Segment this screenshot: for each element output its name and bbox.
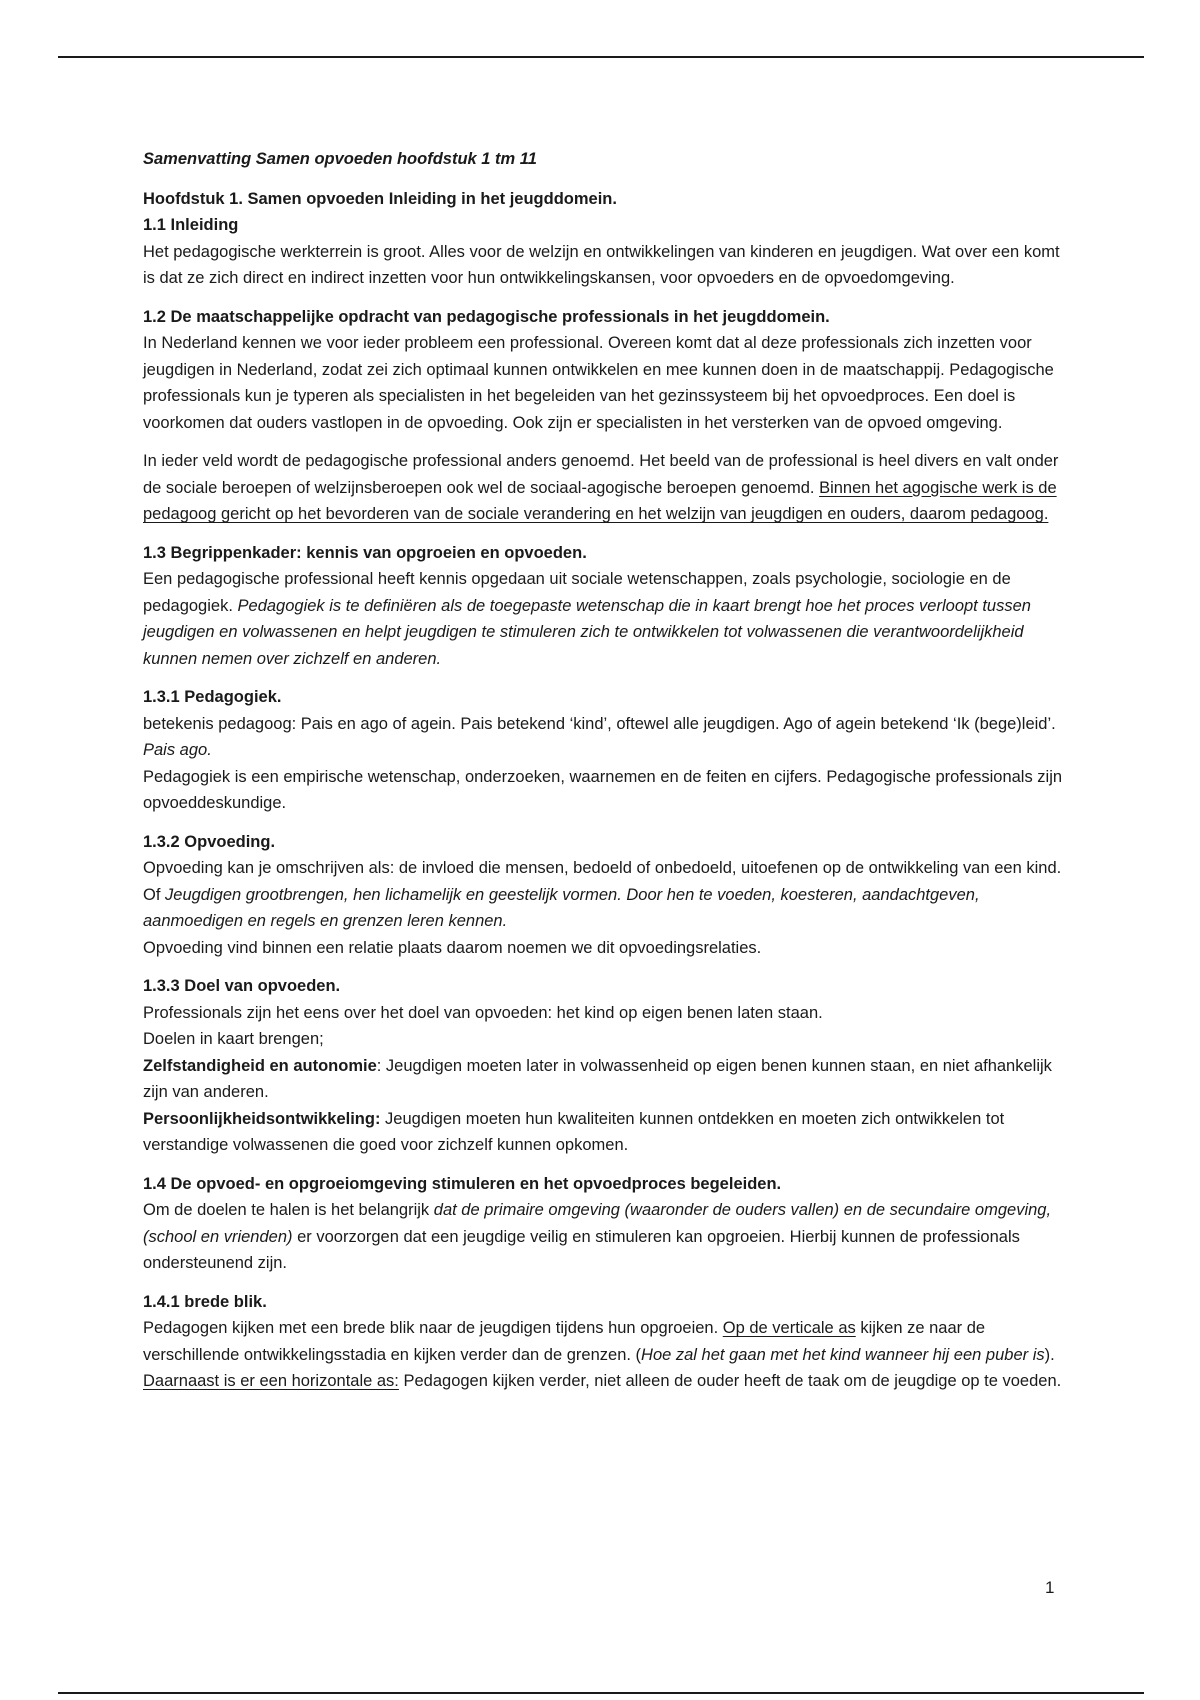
definition-item	[143, 1053, 1063, 1106]
paragraph-text: kijken ze naar de verschillende ontwikkelingsstadia en kijken verder dan de grenzen. (	[143, 1319, 986, 1364]
paragraph-text: Om de doelen te halen is het belangrijk	[143, 1201, 430, 1219]
section-heading: 1.1 Inleiding	[143, 216, 239, 234]
section-heading: 1.3.1 Pedagogiek.	[143, 688, 282, 706]
italic-text: Pais ago.	[143, 741, 212, 759]
paragraph: Professionals zijn het eens over het doel van opvoeden: het kind op eigen benen laten staan.	[143, 1003, 823, 1022]
paragraph-text: ).	[1044, 1345, 1055, 1364]
section-1-1	[143, 212, 1063, 292]
underlined-text: Daarnaast is er een horizontale as:	[143, 1372, 399, 1390]
section-heading: 1.4 De opvoed- en opgroeiomgeving stimuleren en het opvoedproces begeleiden.	[143, 1174, 782, 1193]
section-1-2	[143, 304, 1063, 437]
underlined-text: Op de verticale as	[722, 1319, 856, 1337]
definition-item	[143, 1106, 1063, 1159]
paragraph-text: Pedagogen kijken met een brede blik naar de jeugdigen tijdens hun opgroeien.	[143, 1319, 719, 1337]
paragraph-text: Pedagogen kijken verder, niet alleen de ouder heeft de taak om de jeugdige op te voeden.	[398, 1372, 1062, 1390]
italic-text: Jeugdigen grootbrengen, hen lichamelijk en geestelijk vormen. Door hen te voeden, koesteren, aandachtgeven, aanmoedigen en regels en grenzen leren kennen.	[143, 885, 980, 930]
section-heading: 1.3.2 Opvoeding.	[143, 832, 276, 851]
italic-text: Pedagogiek is te definiëren als de toegepaste wetenschap die in kaart brengt hoe het proces verloopt tussen jeugdigen en volwassenen en helpt jeugdigen te stimuleren zich te ontwikkelen tot volwassenen die verantwoordelijkheid kunnen nemen over zichzelf en anderen.	[143, 596, 1031, 668]
paragraph-text: betekenis pedagoog: Pais en ago of agein. Pais betekend ‘kind’, oftewel alle jeugdigen. Ago of agein betekend ‘Ik (bege)leid’.	[143, 714, 1056, 733]
paragraph-text: Een pedagogische professional heeft kennis opgedaan uit sociale wetenschappen, zoals psychologie, sociologie en de pedagogiek.	[143, 570, 1011, 615]
paragraph	[143, 1197, 1063, 1277]
paragraph-text: In ieder veld wordt de pedagogische professional anders genoemd. Het beeld van de professional is heel divers en valt onder de sociale beroepen of welzijnsberoepen ook wel de sociaal-agogische beroepen genoemd.	[143, 452, 1059, 497]
section-heading: 1.3 Begrippenkader: kennis van opgroeien en opvoeden.	[143, 543, 587, 562]
term: Persoonlijkheidsontwikkeling:	[143, 1109, 381, 1128]
definition-text: : Jeugdigen moeten later in volwassenheid op eigen benen kunnen staan, en niet afhankelijk zijn van anderen.	[143, 1056, 1052, 1101]
section-1-3-1	[143, 684, 1063, 817]
paragraph	[143, 855, 1063, 935]
italic-text: Hoe zal het gaan met het kind wanneer hij een puber is	[641, 1345, 1045, 1364]
paragraph: Doelen in kaart brengen;	[143, 1030, 324, 1048]
paragraph	[143, 566, 1063, 672]
header-rule	[58, 56, 1144, 58]
paragraph-text: er voorzorgen dat een jeugdige veilig en stimuleren kan opgroeien. Hierbij kunnen de professionals ondersteunend zijn.	[143, 1227, 1020, 1272]
section-1-3-2	[143, 829, 1063, 962]
document-title: Samenvatting Samen opvoeden hoofdstuk 1 tm 11	[143, 150, 537, 168]
paragraph	[143, 1315, 1063, 1395]
underlined-text: Binnen het agogische werk is de pedagoog gericht op het bevorderen van de sociale verandering en het welzijn van jeugdigen en ouders, daarom pedagoog.	[143, 478, 1057, 523]
document-body	[143, 146, 1063, 1407]
definition-text: Jeugdigen moeten hun kwaliteiten kunnen ontdekken en moeten zich ontwikkelen tot verstandige volwassenen die goed voor zichzelf kunnen opkomen.	[143, 1109, 1005, 1154]
paragraph: In Nederland kennen we voor ieder probleem een professional. Overeen komt dat al deze professionals zich inzetten voor jeugdigen in Nederland, zodat zei zich optimaal kunnen ontwikkelen en mee kunnen doen in de maatschappij. Pedagogische professionals kun je typeren als specialisten in het begeleiden van het gezinssysteem bij het opvoedproces. Een doel is voorkomen dat ouders vastlopen in de opvoeding. Ook zijn er specialisten in het versterken van de opvoed omgeving.	[143, 334, 1054, 432]
section-heading: 1.4.1 brede blik.	[143, 1292, 267, 1311]
paragraph	[143, 711, 1063, 764]
paragraph: Opvoeding vind binnen een relatie plaats daarom noemen we dit opvoedingsrelaties.	[143, 938, 762, 957]
section-1-3-3	[143, 973, 1063, 1159]
page-number: 1	[1045, 1578, 1055, 1597]
term: Zelfstandigheid en autonomie	[143, 1056, 377, 1075]
section-1-4-1	[143, 1289, 1063, 1395]
italic-text: dat de primaire omgeving (waaronder de ouders vallen) en de secundaire omgeving, (school en vrienden)	[143, 1201, 1052, 1246]
section-heading: 1.3.3 Doel van opvoeden.	[143, 977, 341, 995]
footer-rule	[58, 1692, 1144, 1694]
paragraph: Pedagogiek is een empirische wetenschap, onderzoeken, waarnemen en de feiten en cijfers. Pedagogische professionals zijn opvoeddeskundige.	[143, 767, 1063, 812]
paragraph: Het pedagogische werkterrein is groot. Alles voor de welzijn en ontwikkelingen van kinderen en jeugdigen. Wat over een komt is dat ze zich direct en indirect inzetten voor hun ontwikkelingskansen, voor opvoeders en de opvoedomgeving.	[143, 242, 1060, 287]
paragraph	[143, 448, 1063, 528]
paragraph-text: Opvoeding kan je omschrijven als: de invloed die mensen, bedoeld of onbedoeld, uitoefenen op de ontwikkeling van een kind. Of	[143, 859, 1062, 904]
chapter-heading: Hoofdstuk 1. Samen opvoeden Inleiding in het jeugddomein.	[143, 189, 617, 208]
section-1-3	[143, 540, 1063, 673]
section-1-2-cont	[143, 448, 1063, 528]
section-heading: 1.2 De maatschappelijke opdracht van pedagogische professionals in het jeugddomein.	[143, 307, 830, 326]
section-1-4	[143, 1171, 1063, 1277]
